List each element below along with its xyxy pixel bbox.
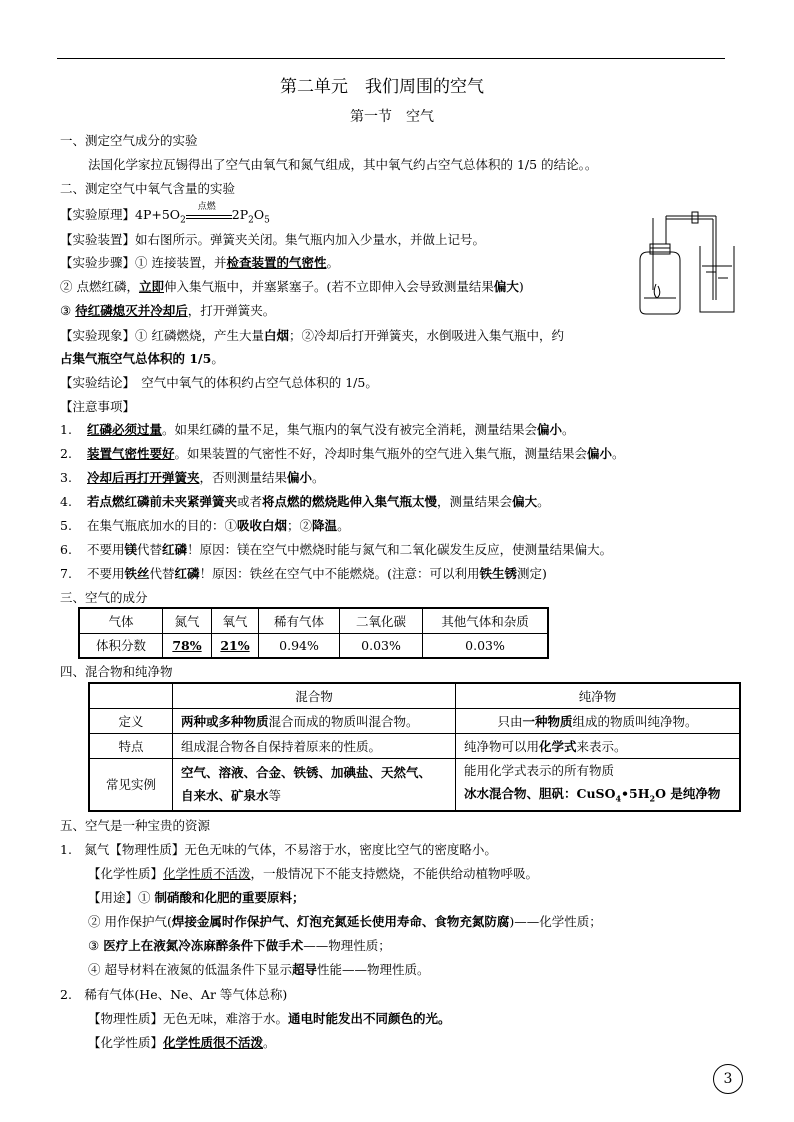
s5-heading: 五、空气是一种宝贵的资源 xyxy=(60,818,211,833)
apparatus-illustration xyxy=(630,208,742,324)
reaction-arrow: 点燃 xyxy=(186,209,232,219)
step2-line: ② 点燃红磷，立即伸入集气瓶中，并塞紧塞子。(若不立即伸入会导致测量结果偏大) xyxy=(60,279,524,294)
step3-line: ③ 待红磷熄灭并冷却后，打开弹簧夹。 xyxy=(60,303,276,318)
nitrogen-use-1: 【用途】① 制硝酸和化肥的重要原料； xyxy=(88,890,305,905)
conclusion-line: 【实验结论】 空气中氧气的体积约占空气总体积的 1/5。 xyxy=(60,375,378,390)
nitrogen-use-2: ② 用作保护气(焊接金属时作保护气、灯泡充氮延长使用寿命、食物充氮防腐)——化学性质； xyxy=(88,914,602,929)
air-composition-table: 气体 氮气 氧气 稀有气体 二氧化碳 其他气体和杂质 体积分数 78% 21% 0.94% 0.03% 0.03% xyxy=(78,607,549,659)
nitrogen-phys: 1. 氮气【物理性质】无色无味的气体，不易溶于水，密度比空气的密度略小。 xyxy=(60,842,497,857)
phenomenon-line: 【实验现象】① 红磷燃烧，产生大量白烟；②冷却后打开弹簧夹，水倒吸进入集气瓶中，约 xyxy=(60,328,565,343)
note-4: 4. 若点燃红磷前未夹紧弹簧夹或者将点燃的燃烧匙伸入集气瓶太慢，测量结果会偏大。 xyxy=(60,494,550,509)
steps-line: 【实验步骤】① 连接装置，并检查装置的气密性。 xyxy=(60,255,340,270)
s4-heading: 四、混合物和纯净物 xyxy=(60,664,173,679)
page-number: 3 xyxy=(713,1064,743,1094)
nitrogen-chem: 【化学性质】化学性质不活泼，一般情况下不能支持燃烧，不能供给动植物呼吸。 xyxy=(88,866,539,881)
apparatus-line: 【实验装置】如右图所示。弹簧夹关闭。集气瓶内加入少量水，并做上记号。 xyxy=(60,232,486,247)
s2-heading: 二、测定空气中氧气含量的实验 xyxy=(60,181,236,196)
phenomenon-line2: 占集气瓶空气总体积的 1/5。 xyxy=(60,351,224,366)
note-2: 2. 装置气密性要好。如果装置的气密性不好，冷却时集气瓶外的空气进入集气瓶，测量结果会偏小。 xyxy=(60,446,625,461)
note-3: 3. 冷却后再打开弹簧夹，否则测量结果偏小。 xyxy=(60,470,325,485)
unit-title: 第二单元 我们周围的空气 xyxy=(280,77,484,97)
s1-text: 法国化学家拉瓦锡得出了空气由氧气和氮气组成，其中氧气约占空气总体积的 1/5 的结论。。 xyxy=(88,157,598,172)
mixture-table: 混合物 纯净物 定义 两种或多种物质混合而成的物质叫混合物。 只由一种物质组成的物质叫纯净物。 特点 组成混合物各自保持着原来的性质。 纯净物可以用化学式来表示。 常见实例 空气、溶液、合金、铁锈、加碘盐、天然气、 自来水、矿泉水等 能用化学式表示的所有物质 冰水混合物、胆矾：$CuSO_4•5H_2O$ 是纯净物 xyxy=(88,682,741,812)
nitrogen-use-3: ③ 医疗上在液氮冷冻麻醉条件下做手术——物理性质； xyxy=(88,938,391,953)
note-1: 1. 红磷必须过量。如果红磷的量不足，集气瓶内的氧气没有被完全消耗，测量结果会偏小。 xyxy=(60,422,575,437)
notes-label: 【注意事项】 xyxy=(60,399,136,414)
note-7: 7. 不要用铁丝代替红磷！原因：铁丝在空气中不能燃烧。(注意：可以利用铁生锈测定) xyxy=(60,566,547,581)
principle-line: 【实验原理】$4P+5O_2$ 点燃 $2P_2O_5$ xyxy=(60,202,270,226)
note-5: 5. 在集气瓶底加水的目的：①吸收白烟；②降温。 xyxy=(60,518,350,533)
nitrogen-use-4: ④ 超导材料在液氮的低温条件下显示超导性能——物理性质。 xyxy=(88,962,430,977)
noble-gas-heading: 2. 稀有气体(He、Ne、Ar 等气体总称) xyxy=(60,987,288,1002)
noble-gas-phys: 【物理性质】无色无味，难溶于水。通电时能发出不同颜色的光。 xyxy=(88,1011,451,1026)
s3-heading: 三、空气的成分 xyxy=(60,590,148,605)
section-title: 第一节 空气 xyxy=(350,109,434,125)
noble-gas-chem: 【化学性质】化学性质很不活泼。 xyxy=(88,1035,276,1050)
s1-heading: 一、测定空气成分的实验 xyxy=(60,133,198,148)
top-rule xyxy=(57,58,725,59)
note-6: 6. 不要用镁代替红磷！原因：镁在空气中燃烧时能与氮气和二氧化碳发生反应，使测量结果偏大。 xyxy=(60,542,613,557)
